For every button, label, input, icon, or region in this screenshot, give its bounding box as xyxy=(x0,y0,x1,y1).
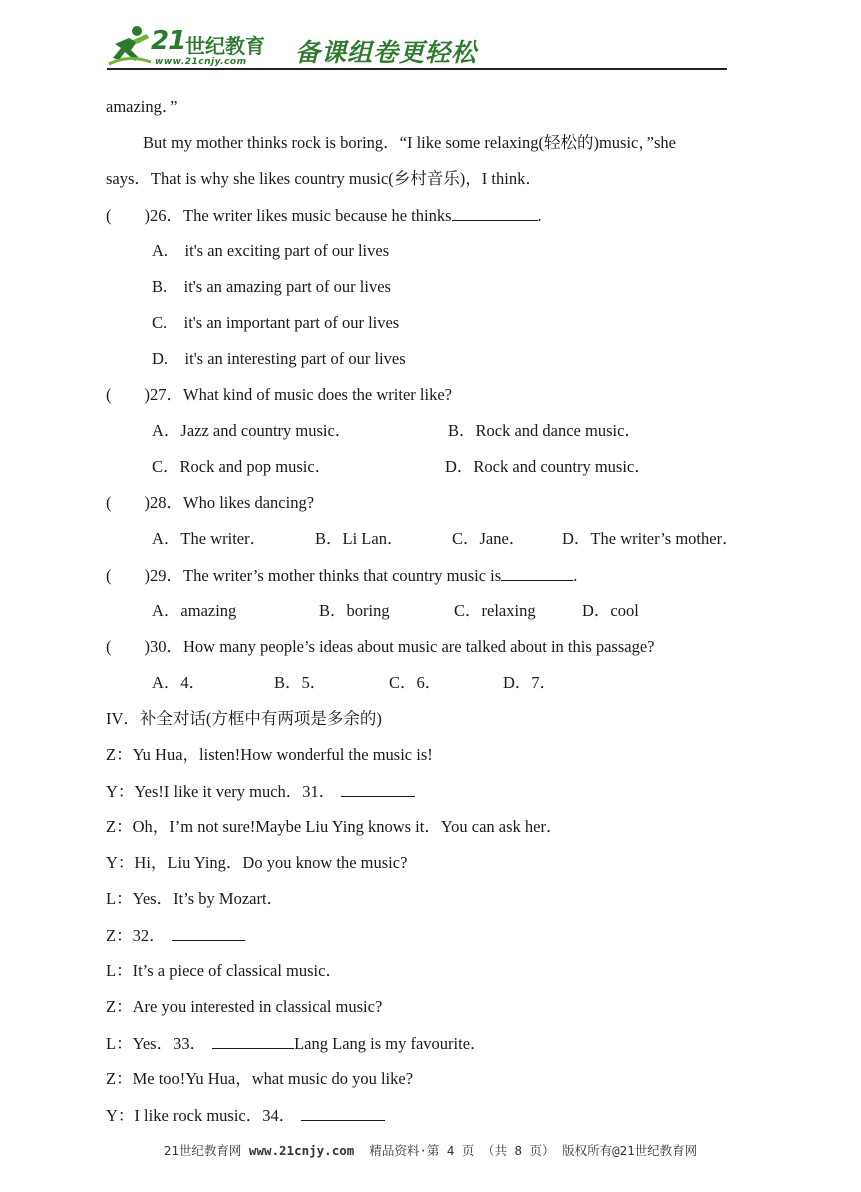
dialogue-text: Y：I like rock music．34． xyxy=(106,1106,296,1125)
passage-line: But my mother thinks rock is boring．“I like some relaxing(轻松的)music，”she xyxy=(143,133,676,152)
option-a: A．The writer． xyxy=(152,529,267,548)
option-b: B．Li Lan． xyxy=(315,529,404,548)
answer-blank-34[interactable] xyxy=(301,1105,385,1121)
header-slogan: 备课组卷更轻松 xyxy=(295,38,478,67)
page-footer xyxy=(0,1141,861,1159)
answer-paren[interactable]: ( ) xyxy=(106,493,150,512)
page-header xyxy=(107,22,727,72)
option-a: A．amazing xyxy=(152,601,237,620)
dialogue-text: L：Yes．33． xyxy=(106,1034,207,1053)
logo-brand: 世纪教育 xyxy=(185,34,265,58)
question-stem: 28．Who likes dancing? xyxy=(150,493,315,512)
footer-url[interactable]: www.21cnjy.com xyxy=(248,1143,355,1158)
question-stem: 27．What kind of music does the writer like? xyxy=(150,385,452,404)
question-27 xyxy=(106,385,452,405)
passage-line: says．That is why she likes country music(乡村音乐)，I think． xyxy=(106,169,542,188)
question-stem: 26．The writer likes music because he thinks xyxy=(150,206,452,225)
option-d: D. it's an interesting part of our lives xyxy=(152,349,406,368)
dialogue-text: Lang Lang is my favourite． xyxy=(294,1034,487,1053)
question-29 xyxy=(106,565,577,586)
option-b: B. it's an amazing part of our lives xyxy=(152,277,391,296)
logo-url: www.21cnjy.com xyxy=(155,57,247,67)
option-c: C. it's an important part of our lives xyxy=(152,313,400,332)
answer-paren[interactable]: ( ) xyxy=(106,566,150,585)
dialogue-line: Z：Are you interested in classical music? xyxy=(106,997,383,1016)
section-title: IV．补全对话(方框中有两项是多余的) xyxy=(106,709,382,728)
option-d: D．7． xyxy=(503,673,557,692)
dialogue-line: Y：Hi，Liu Ying．Do you know the music? xyxy=(106,853,408,872)
dialogue-line xyxy=(106,1033,487,1054)
option-d: D．cool xyxy=(582,601,639,620)
dialogue-line: L：It’s a piece of classical music． xyxy=(106,961,342,980)
footer-right: 精品资料·第 4 页 （共 8 页） 版权所有@21世纪教育网 xyxy=(354,1143,698,1158)
question-stem: 29．The writer’s mother thinks that country music is xyxy=(150,566,502,585)
question-end: . xyxy=(573,566,578,585)
answer-blank[interactable] xyxy=(452,205,538,221)
option-c: C．Jane． xyxy=(452,529,526,548)
option-c: C．relaxing xyxy=(454,601,536,620)
question-28 xyxy=(106,493,314,513)
option-d: D．The writer’s mother． xyxy=(562,529,739,548)
option-a: A．Jazz and country music． xyxy=(152,421,352,440)
dialogue-line xyxy=(106,925,245,946)
option-c: C．6． xyxy=(389,673,442,692)
question-stem: 30．How many people’s ideas about music are talked about in this passage? xyxy=(150,637,655,656)
question-30 xyxy=(106,637,655,657)
option-b: B．5． xyxy=(274,673,327,692)
dialogue-line xyxy=(106,781,415,802)
answer-paren[interactable]: ( ) xyxy=(106,385,150,404)
answer-blank-33[interactable] xyxy=(212,1033,294,1049)
answer-paren[interactable]: ( ) xyxy=(106,637,150,656)
dialogue-text: Y：Yes!I like it very much．31． xyxy=(106,782,336,801)
question-26 xyxy=(106,205,542,226)
option-a: A. it's an exciting part of our lives xyxy=(152,241,390,260)
dialogue-line: Z：Oh，I’m not sure!Maybe Liu Ying knows it．You can ask her． xyxy=(106,817,563,836)
option-b: B．Rock and dance music． xyxy=(448,421,641,440)
option-d: D．Rock and country music． xyxy=(445,457,651,476)
dialogue-line: Z：Yu Hua，listen!How wonderful the music is! xyxy=(106,745,433,764)
footer-left: 21世纪教育网 xyxy=(163,1143,249,1158)
runner-logo-icon xyxy=(107,24,153,66)
dialogue-line: L：Yes．It’s by Mozart． xyxy=(106,889,284,908)
option-c: C．Rock and pop music． xyxy=(152,457,332,476)
dialogue-line xyxy=(106,1105,385,1126)
answer-blank-31[interactable] xyxy=(341,781,415,797)
passage-line: amazing．” xyxy=(106,97,178,116)
option-a: A．4． xyxy=(152,673,206,692)
answer-blank-32[interactable] xyxy=(172,925,245,941)
logo-number: 21 xyxy=(151,26,186,56)
answer-blank[interactable] xyxy=(501,565,573,581)
dialogue-text: Z：32． xyxy=(106,926,166,945)
question-end: . xyxy=(537,206,542,225)
dialogue-line: Z：Me too!Yu Hua，what music do you like? xyxy=(106,1069,414,1088)
header-divider xyxy=(107,68,727,70)
answer-paren[interactable]: ( ) xyxy=(106,206,150,225)
option-b: B．boring xyxy=(319,601,390,620)
